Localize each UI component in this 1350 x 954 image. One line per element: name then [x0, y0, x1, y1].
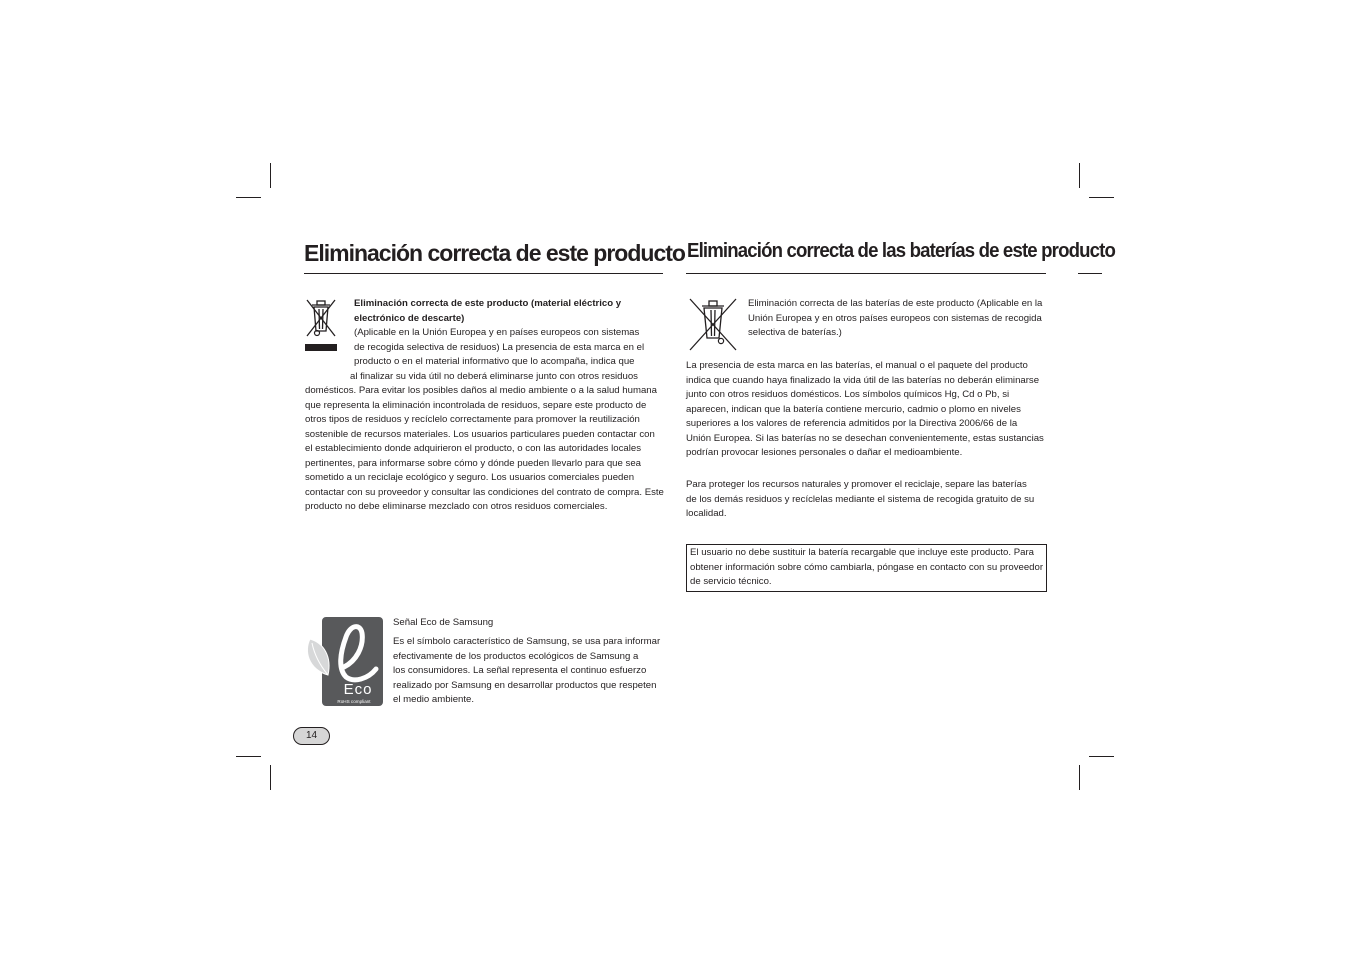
battery-intro-line: Eliminación correcta de las baterías de este producto (Aplicable en la: [748, 298, 1043, 309]
weee-body-line: sostenible de recursos materiales. Los usuarios particulares pueden contactar con: [305, 428, 655, 440]
battery-intro-line: selectiva de baterías.): [748, 327, 842, 338]
crop-mark-tl-v: [270, 163, 271, 188]
crop-mark-right-mid: [1078, 273, 1102, 274]
weee-heading-line: Eliminación correcta de este producto (material eléctrico y: [354, 298, 622, 309]
battery-notice-line: El usuario no debe sustituir la batería recargable que incluye este producto. Para: [690, 547, 1034, 558]
title-rule-left: [304, 273, 663, 274]
battery-paragraph-line: La presencia de esta marca en las baterías, el manual o el paquete del producto: [686, 360, 1028, 371]
battery-paragraph-line: junto con otros residuos domésticos. Los símbolos químicos Hg, Cd o Pb, si: [686, 389, 1010, 400]
weee-body-line: contactar con su proveedor y consultar las condiciones del contrato de compra. Este: [305, 486, 664, 498]
crop-mark-br-h: [1089, 756, 1114, 757]
eco-body-line: Es el símbolo característico de Samsung, se usa para informar: [393, 636, 661, 647]
weee-heading: [354, 297, 621, 326]
battery-paragraph-line: Para proteger los recursos naturales y promover el reciclaje, separe las baterías: [686, 479, 1027, 490]
weee-body-line: el establecimiento donde adquirieron el producto, o con las autoridades locales: [305, 443, 641, 454]
weee-body-line: al finalizar su vida útil no deberá eliminarse junto con otros residuos: [350, 370, 638, 382]
eco-body-line: efectivamente de los productos ecológicos de Samsung a: [393, 650, 639, 662]
page-title-left: Eliminación correcta de este producto: [304, 240, 685, 266]
page-title-right: Eliminación correcta de las baterías de este producto: [687, 240, 1116, 262]
weee-body-line: otros tipos de residuos y recíclelo correctamente para promover la reutilización: [305, 414, 640, 425]
title-rule-right: [686, 273, 1046, 274]
eco-logo-subtext: RoHS compliant: [337, 699, 371, 704]
battery-paragraph-line: podrían provocar lesiones personales o dañar el medioambiente.: [686, 447, 963, 458]
battery-intro: [748, 297, 1042, 341]
eco-body: [393, 635, 660, 708]
weee-body-line: que representa la eliminación incontrolada de residuos, separe este producto de: [305, 399, 647, 411]
weee-bin-icon: [304, 296, 338, 352]
battery-notice-line: obtener información sobre cómo cambiarla, póngase en contacto con su proveedor: [690, 561, 1044, 573]
battery-paragraph-line: localidad.: [686, 508, 727, 519]
crop-mark-tr-v: [1079, 163, 1080, 188]
battery-bin-icon: [687, 296, 739, 352]
weee-body: [305, 384, 664, 515]
battery-notice: [690, 546, 1043, 590]
battery-paragraph-1: [686, 359, 1044, 461]
battery-paragraph-line: superiores a los valores de referencia admitidos por la Directiva 2006/66 de la: [686, 418, 1018, 429]
samsung-eco-logo: [304, 617, 384, 707]
battery-notice-box: [686, 544, 1047, 592]
battery-intro-line: Unión Europea y en otros países europeos con sistemas de recogida: [748, 312, 1042, 324]
eco-logo-text: Eco: [343, 681, 373, 698]
crop-mark-tr-h: [1089, 197, 1114, 198]
eco-body-line: realizado por Samsung en desarrollar productos que respeten: [393, 679, 657, 691]
battery-paragraph-line: indica que cuando haya finalizado la vida útil de las baterías no deberán eliminarse: [686, 374, 1040, 386]
weee-body-line: pertinentes, para informarse sobre cómo y dónde pueden llevarlo para que sea: [305, 457, 641, 469]
weee-body-line: de recogida selectiva de residuos) La presencia de esta marca en el: [354, 341, 645, 353]
weee-body-line: producto no debe eliminarse mezclado con otros residuos comerciales.: [305, 501, 608, 512]
eco-body-line: el medio ambiente.: [393, 694, 475, 705]
weee-body-line: (Aplicable en la Unión Europea y en países europeos con sistemas: [354, 327, 640, 338]
weee-body-indented: [350, 326, 645, 384]
weee-body-line: producto o en el material informativo que lo acompaña, indica que: [354, 356, 635, 367]
battery-notice-line: de servicio técnico.: [690, 576, 772, 587]
battery-paragraph-line: Unión Europea. Si las baterías no se desechan convenientemente, estas sustancias: [686, 432, 1044, 444]
crop-mark-bl-h: [236, 756, 261, 757]
weee-heading-line: electrónico de descarte): [354, 312, 465, 324]
battery-paragraph-line: aparecen, indican que la batería contiene mercurio, cadmio o plomo en niveles: [686, 403, 1021, 415]
crop-mark-br-v: [1079, 765, 1080, 790]
weee-body-line: domésticos. Para evitar los posibles daños al medio ambiente o a la salud humana: [305, 385, 657, 396]
crop-mark-tl-h: [236, 197, 261, 198]
page-number: 14: [293, 727, 330, 745]
weee-body-line: sometido a un reciclaje ecológico y seguro. Los usuarios comerciales pueden: [305, 472, 635, 483]
battery-paragraph-line: de los demás residuos y recíclelas mediante el sistema de recogida gratuito de su: [686, 493, 1035, 505]
battery-paragraph-2: [686, 478, 1034, 522]
eco-body-line: los consumidores. La señal representa el continuo esfuerzo: [393, 665, 647, 676]
eco-heading: Señal Eco de Samsung: [393, 617, 494, 628]
crop-mark-bl-v: [270, 765, 271, 790]
